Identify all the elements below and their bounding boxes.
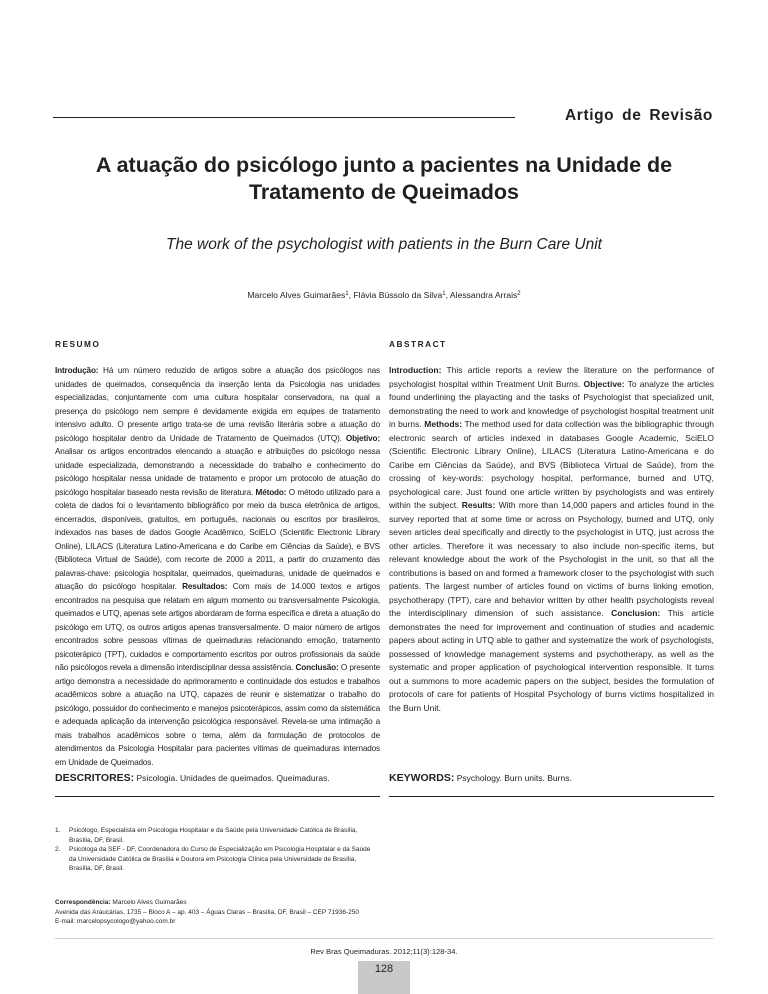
resumo-section-label: Objetivo:	[345, 433, 380, 443]
resumo-section-label: Conclusão:	[295, 663, 339, 672]
resumo-section-label: Método:	[255, 487, 287, 497]
keywords	[389, 772, 572, 784]
resumo-section-text: O presente artigo demonstra a necessidade do aprimoramento e continuidade dos estudos e trabalhos acadêmicos sobre a atuação na UTQ, capazes de reunir e sistematizar o trabalho do psicólogo, possuidor do conhecimento e manejos psicoterápicos, assim como da sistemática e adequada aplicação da intervenção psicológica responsável. Revela-se uma intimação a mais trabalhos acadêmicos sobre o tema, além da formulação de protocolos de atendimentos da Psicologia Hospitalar para pacientes vítimas de queimaduras internados em Unidade de Queimados.	[55, 663, 380, 767]
author-affiliation: 2	[517, 291, 521, 297]
resumo-body	[55, 364, 380, 769]
article-title-line: Tratamento de Queimados	[248, 180, 519, 204]
footnote-number: 1.	[55, 827, 61, 834]
keywords-label: KEYWORDS:	[389, 772, 455, 784]
author	[247, 290, 353, 300]
resumo-column	[55, 339, 380, 769]
author-separator: ,	[445, 290, 450, 300]
descritores-label: DESCRITORES:	[55, 772, 135, 784]
section-label: Artigo de Revisão	[565, 107, 713, 124]
affiliation-footnotes	[55, 826, 377, 874]
descritores-values: Psicologia. Unidades de queimados. Queimaduras.	[134, 773, 330, 783]
abstract-section-text: The method used for data collection was the bibliographic through electronic search of articles indexed in databases Google Academic, SciELO (Scientific Electronic Library Online), LILACS (Literatura Latino-Americana e do Caribe em Ciências da Saúde), and BVS (Biblioteca Virtual de Saúde), from the crossing of key-words: psychology hospital, performance, burned and UTQ, psychological care. Just found one article written by psychologists and was entirely within the subject.	[389, 419, 714, 510]
footnote-text: Psicóloga da SEF - DF, Coordenadora do Curso de Especialização em Psicologia Hospitalar e da Saúde da Universidade Católica de Brasília e Doutora em Psicologia Clínica pela Universidade de Brasília, Brasília, DF, Brasil.	[69, 846, 371, 872]
article-title	[60, 152, 708, 206]
author-affiliation: 1	[442, 291, 446, 297]
abstract-heading: ABSTRACT	[389, 339, 447, 349]
abstract-section-text: This article reports a review the literature on the performance of psychologist hospital within Treatment Unit Burns.	[389, 365, 714, 389]
page-number: 128	[358, 961, 410, 994]
divider	[389, 796, 714, 797]
author-list	[40, 290, 728, 300]
article-title-line: A atuação do psicólogo junto a pacientes na Unidade de	[95, 153, 673, 177]
abstract-section-label: Methods:	[424, 419, 463, 429]
article-subtitle: The work of the psychologist with patients in the Burn Care Unit	[166, 236, 602, 253]
author-separator: ,	[348, 290, 354, 300]
footnote	[55, 826, 377, 845]
footnote-text: Psicólogo, Especialista em Psicologia Hospitalar e da Saúde pela Universidade Católica de Brasília, Brasília, DF, Brasil.	[69, 827, 358, 844]
author-affiliation: 1	[345, 291, 349, 297]
journal-citation: Rev Bras Queimaduras. 2012;11(3):128-34.	[310, 947, 458, 956]
section-rule	[53, 117, 515, 118]
correspondence-label: Correspondência:	[55, 899, 111, 906]
footnote-number: 2.	[55, 846, 61, 853]
footer-rule	[55, 938, 713, 939]
footnote	[55, 845, 377, 874]
resumo-section-text: O método utilizado para a coleta de dados foi o levantamento bibliográfico por meio da busca eletrônica de artigos, encerrados, disponíveis, gratuitos, em português, nacionais ou escritos por brasileiros, indexados nas bases de dados Google Acadêmico, SciELO (Scientific Electronic Library Online), LILACS (Literatura Latino-Americana e do Caribe em Ciências da Saúde), e BVS (Biblioteca Virtual de Saúde), com recorte de 2000 a 2011, a partir do cruzamento das palavras-chave: psicologia hospitalar, queimados, queimaduras, unidade de queimados e atuação do psicólogo hospitalar.	[55, 487, 380, 591]
author-name: Flávia Bússolo da Silva	[353, 290, 443, 300]
correspondence	[55, 898, 395, 927]
divider	[55, 796, 380, 797]
author	[450, 290, 521, 300]
keywords-values: Psychology. Burn units. Burns.	[454, 773, 572, 783]
author	[353, 290, 450, 300]
resumo-heading: RESUMO	[55, 339, 101, 349]
resumo-section-label: Resultados:	[182, 582, 228, 591]
descritores	[55, 772, 330, 784]
author-name: Marcelo Alves Guimarães	[247, 290, 346, 300]
correspondence-email: E-mail: marcelopsycologo@yahoo.com.br	[55, 918, 176, 925]
abstract-section-label: Results:	[461, 500, 496, 510]
abstract-section-label: Objective:	[583, 378, 625, 389]
correspondence-name: Marcelo Alves Guimarães	[110, 899, 187, 906]
abstract-body	[389, 364, 714, 715]
abstract-column	[389, 339, 714, 715]
resumo-section-text: Com mais de 14.000 textos e artigos encontrados na pesquisa que relatam em algum momento ou transversalmente Psicologia, queimados e UTQ, apenas sete artigos abordaram de forma específica e direta a atuação do psicólogo em UTQ, os outros artigos apenas transversalmente. O maior número de artigos encontrados sobre pessoas vítimas de queimaduras relacionando emoção, tratamento psicoterápico (TPT), cuidados e comportamento escritos por outros profissionais da saúde não psicólogos revela a dimensão interdisciplinar dessa assistência.	[55, 582, 381, 672]
abstract-section-text: To analyze the articles found underlining the playacting and the tasks of Psychologist that specialized unit, demonstrating the need to work and knowledge of psychologist hospital treatment unit in burns.	[389, 378, 714, 429]
resumo-section-text: Há um número reduzido de artigos sobre a atuação dos psicólogos nas unidades de queimados, consequência da inserção lenta da Psicologia nas unidades especializadas, conjuntamente com uma cultura hospitalar conservadora, na qual a presença do psicólogo nem sempre é devidamente exigida em equipes de tratamento intensivo adulto. O presente artigo trata-se de uma revisão literária sobre a atuação do psicólogo hospitalar dentro da Unidade de Tratamento de Queimados (UTQ).	[55, 366, 380, 443]
resumo-section-label: Introdução:	[55, 366, 99, 375]
resumo-section-text: Analisar os artigos encontrados elencando a atuação e atribuições do psicólogo nessa unidade especializada, demonstrando a necessidade do trabalho e conhecimento do psicólogo hospitalar nessa unidade de tratamento e propor um protocolo de atuação do psicólogo hospitalar baseado nesta revisão de literatura.	[55, 447, 380, 497]
abstract-section-text: With more than 14,000 papers and articles found in the survey reported that at some time or across on Psychology, burned and UTQ, only seven articles deal specifically and directly to the psychologist in UTQ, just across the other articles. Therefore it was necessary to also include non-specific items, but relevant knowledge about the work of the Psychologist in the unit, so that all the contributions is based on and formed a framework closer to the psychologist with such patients. The largest number of articles found on victims of burns linking emotion, psychotherapy (TPT), care and behavior written by other health psychologists reveal the interdisciplinary dimension of such assistance.	[389, 500, 714, 618]
abstract-section-text: This article demonstrates the need for improvement and continuation of studies and academic papers about acting in UTQ able to gather and systematize the work of psychologists, possessed of knowledge management systems and psychotherapy, as well as the systematic and proper application of psychological intervention responsible. It turns out a summons to more academic papers on the subject, besides the formulation of protocols of care for patients of Hospital Psychology of burns victims hospitalized in the Burn Unit.	[389, 608, 714, 713]
abstract-section-label: Conclusion:	[611, 608, 661, 618]
author-name: Alessandra Arrais	[449, 290, 518, 300]
correspondence-address: Avenida das Araucárias, 1735 – Bloco A – ap. 403 – Águas Claras – Brasília, DF, Brasil – CEP 71936-250	[55, 908, 360, 916]
abstract-section-label: Introduction:	[389, 365, 442, 375]
